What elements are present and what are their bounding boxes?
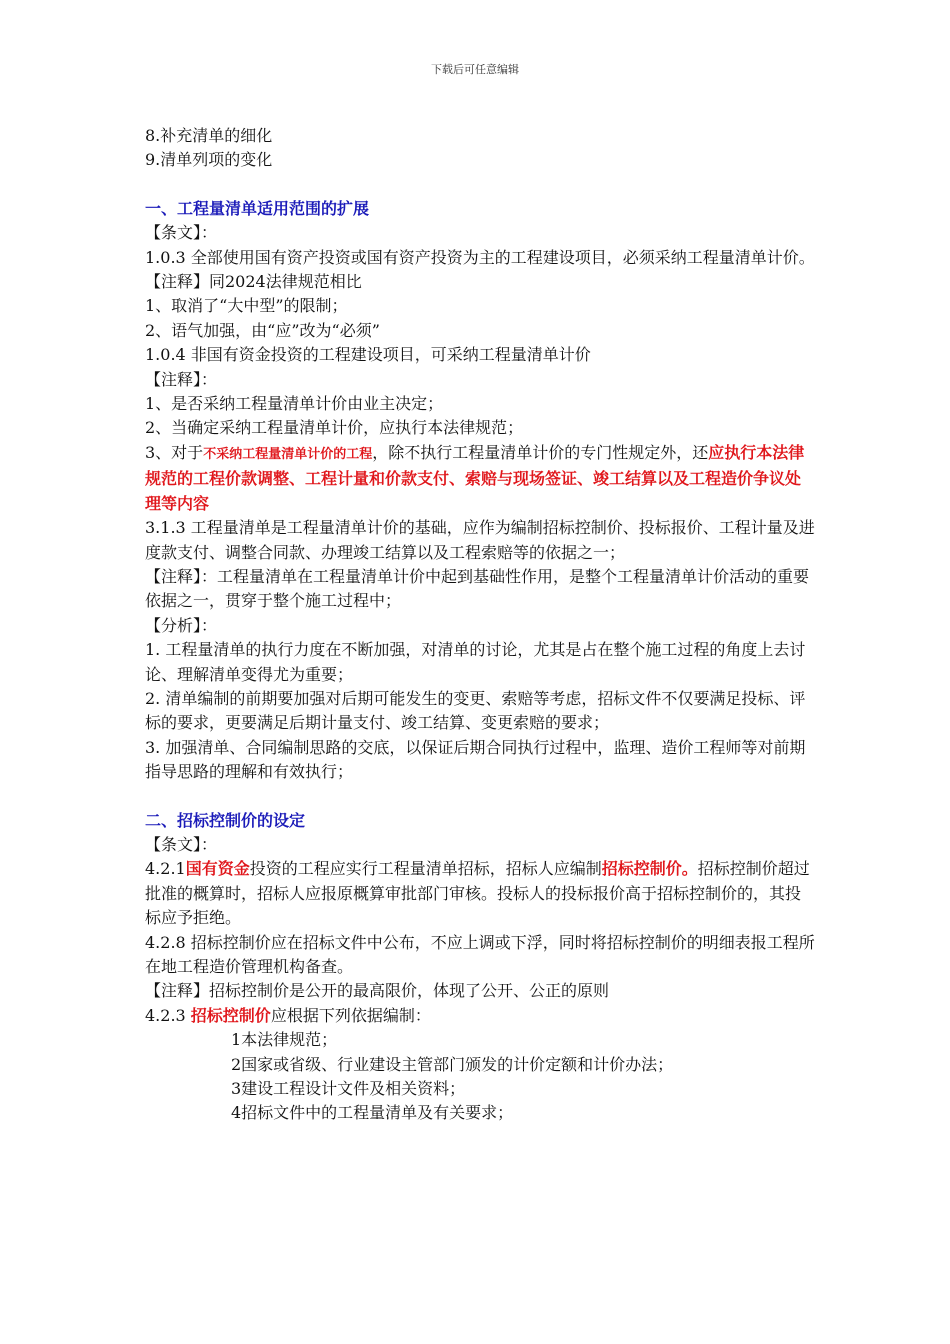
clause-1-0-4: 1.0.4 非国有资金投资的工程建设项目，可采纳工程量清单计价 bbox=[145, 345, 591, 365]
document-body bbox=[145, 124, 815, 1126]
note-item: 2、语气加强，由“应”改为“必须” bbox=[145, 320, 380, 340]
highlight-text: 招标控制价 bbox=[190, 1005, 271, 1025]
clause-number: 4.2.1 bbox=[145, 859, 186, 879]
highlight-text: 应执行本法律规范的工程价款调整、工程计量和价款支付、索赔与现场签证、竣工结算以及工程造价争议处理等内容 bbox=[145, 442, 805, 513]
basis-list-item: 4招标文件中的工程量清单及有关要求； bbox=[231, 1103, 514, 1123]
intro-line-9: 9.清单列项的变化 bbox=[145, 150, 273, 170]
note-label: 【注释】同2024法律规范相比 bbox=[145, 272, 362, 292]
analysis-label: 【分析】： bbox=[145, 615, 218, 635]
note-item: 1、是否采纳工程量清单计价由业主决定； bbox=[145, 394, 444, 414]
section-1-heading: 一、工程量清单适用范围的扩展 bbox=[145, 198, 370, 218]
clause-4-2-1 bbox=[145, 857, 815, 930]
clause-text: 应根据下列依据编制： bbox=[270, 1005, 431, 1025]
highlight-text: 国有资金 bbox=[185, 859, 250, 879]
spacer bbox=[145, 785, 815, 809]
basis-list-item: 1本法律规范； bbox=[231, 1030, 338, 1050]
basis-list-item: 2国家或省级、行业建设主管部门颁发的计价定额和计价办法； bbox=[231, 1054, 674, 1074]
highlight-text: 招标控制价。 bbox=[601, 859, 698, 879]
clause-3-1-3: 3.1.3 工程量清单是工程量清单计价的基础，应作为编制招标控制价、投标报价、工程计量及进度款支付、调整合同款、办理竣工结算以及工程索赔等的依据之一； bbox=[145, 518, 815, 562]
clause-4-2-8: 4.2.8 招标控制价应在招标文件中公布，不应上调或下浮，同时将招标控制价的明细表报工程所在地工程造价管理机构备查。 bbox=[145, 932, 815, 976]
clause-text: 投资的工程应实行工程量清单招标，招标人应编制 bbox=[249, 859, 602, 879]
highlight-text: 不采纳工程量清单计价的工程 bbox=[203, 446, 373, 462]
note-item: 2、当确定采纳工程量清单计价，应执行本法律规范； bbox=[145, 418, 524, 438]
section-2-heading: 二、招标控制价的设定 bbox=[145, 810, 306, 830]
clause-number: 4.2.3 bbox=[145, 1005, 191, 1025]
spacer bbox=[145, 173, 815, 197]
analysis-item: 3. 加强清单、合同编制思路的交底，以保证后期合同执行过程中，监理、造价工程师等对前期指导思路的理解和有效执行； bbox=[145, 737, 806, 782]
clause-text: 招标控制价超过批准的概算时，招标人应报原概算审批部门审核。投标人的投标报价高于招标控制价的，其投标应予拒绝。 bbox=[145, 859, 810, 928]
note-label: 【注释】： bbox=[145, 369, 218, 389]
analysis-item: 2. 清单编制的前期要加强对后期可能发生的变更、索赔等考虑，招标文件不仅要满足投标、评标的要求，更要满足后期计量支付、竣工结算、变更索赔的要求； bbox=[145, 688, 806, 733]
page-header: 下载后可任意编辑 bbox=[431, 63, 519, 76]
note-paragraph: 【注释】：工程量清单在工程量清单计价中起到基础性作用，是整个工程量清单计价活动的重要依据之一，贯穿于整个施工过程中； bbox=[145, 566, 810, 611]
note-paragraph: 【注释】招标控制价是公开的最高限价，体现了公开、公正的原则 bbox=[145, 981, 610, 1001]
note-item: 1、取消了“大中型”的限制； bbox=[145, 296, 348, 316]
analysis-item: 1. 工程量清单的执行力度在不断加强，对清单的讨论，尤其是占在整个施工过程的角度上去讨论、理解清单变得尤为重要； bbox=[145, 640, 806, 684]
tiaowen-label: 【条文】： bbox=[145, 223, 218, 243]
note-item-highlighted bbox=[145, 441, 815, 516]
note-text: ，除不执行工程量清单计价的专门性规定外，还 bbox=[372, 442, 709, 462]
basis-list-item: 3建设工程设计文件及相关资料； bbox=[231, 1079, 466, 1099]
intro-line-8: 8.补充清单的细化 bbox=[145, 126, 273, 145]
clause-1-0-3: 1.0.3 全部使用国有资产投资或国有资产投资为主的工程建设项目，必须采纳工程量清单计价。 bbox=[145, 247, 815, 267]
tiaowen-label: 【条文】： bbox=[145, 834, 218, 854]
clause-4-2-3 bbox=[145, 1004, 815, 1028]
note-text: 3、对于 bbox=[145, 442, 204, 462]
